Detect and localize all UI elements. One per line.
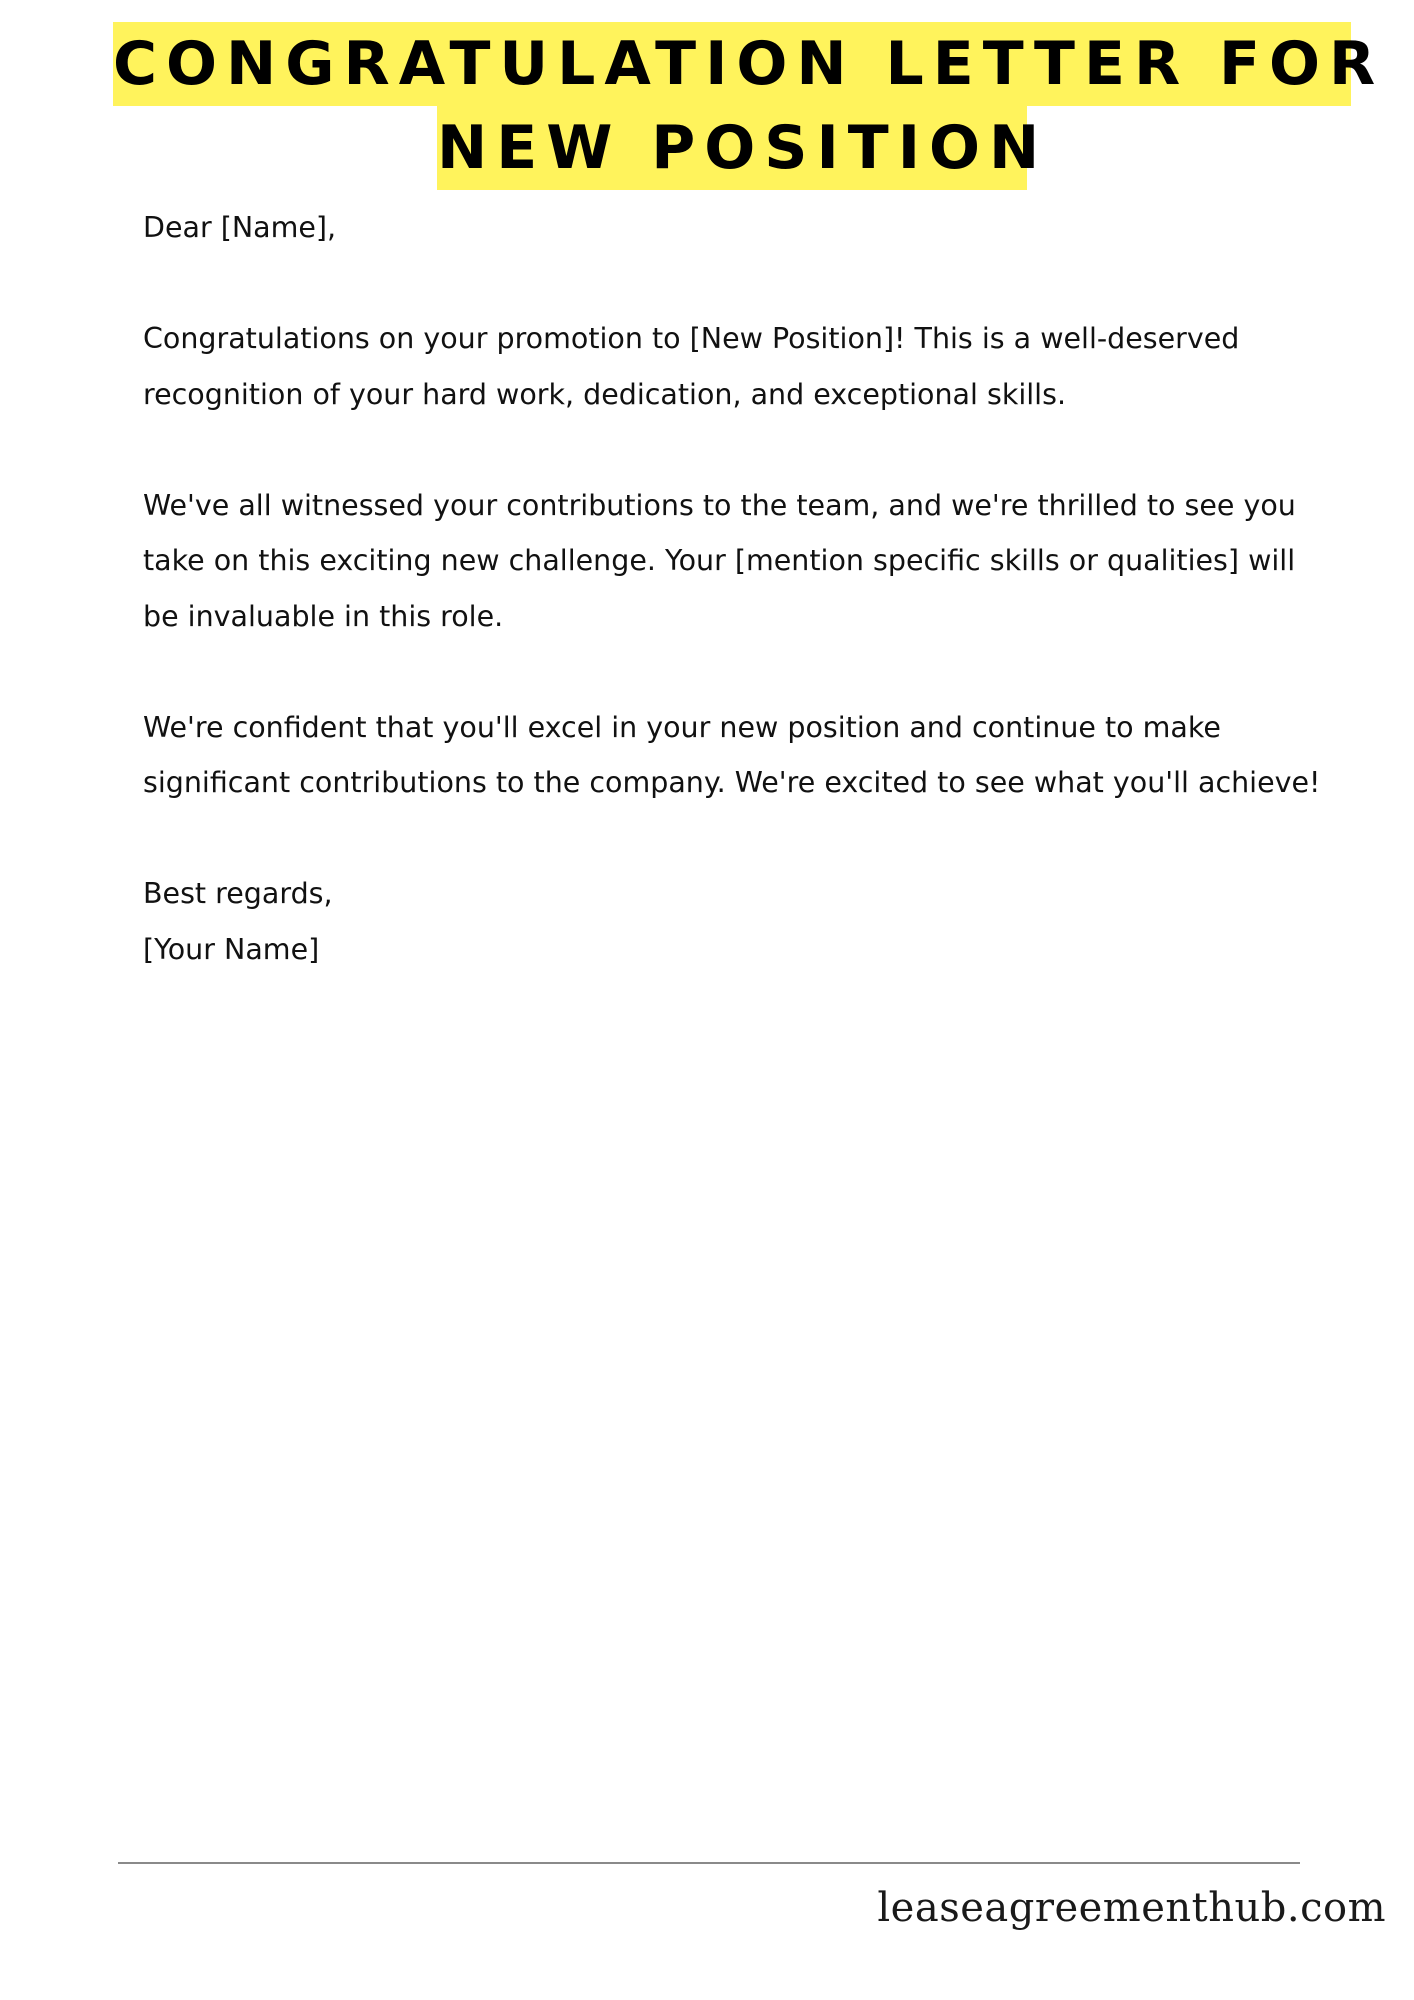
closing: Best regards, bbox=[143, 877, 333, 910]
title-line-1: CONGRATULATION LETTER FOR bbox=[113, 22, 1351, 106]
title-line-2: NEW POSITION bbox=[437, 106, 1027, 190]
salutation: Dear [Name], bbox=[143, 211, 337, 244]
signature-placeholder: [Your Name] bbox=[143, 932, 320, 966]
paragraph-1: Congratulations on your promotion to [New Position]! This is a well-deserved recognition of your hard work, dedication, and exceptional skills. bbox=[143, 322, 1240, 411]
footer-divider bbox=[118, 1862, 1300, 1864]
paragraph-2: We've all witnessed your contributions to the team, and we're thrilled to see you take on this exciting new challenge. Your [mention specific skills or qualities] will be invaluable in this role. bbox=[143, 488, 1296, 633]
letter-body bbox=[143, 200, 1323, 977]
footer-brand-logo: leaseagreementhub.com bbox=[877, 1885, 1386, 1931]
paragraph-3: We're confident that you'll excel in your new position and continue to make significant contributions to the company. We're excited to see what you'll achieve! bbox=[143, 710, 1321, 799]
